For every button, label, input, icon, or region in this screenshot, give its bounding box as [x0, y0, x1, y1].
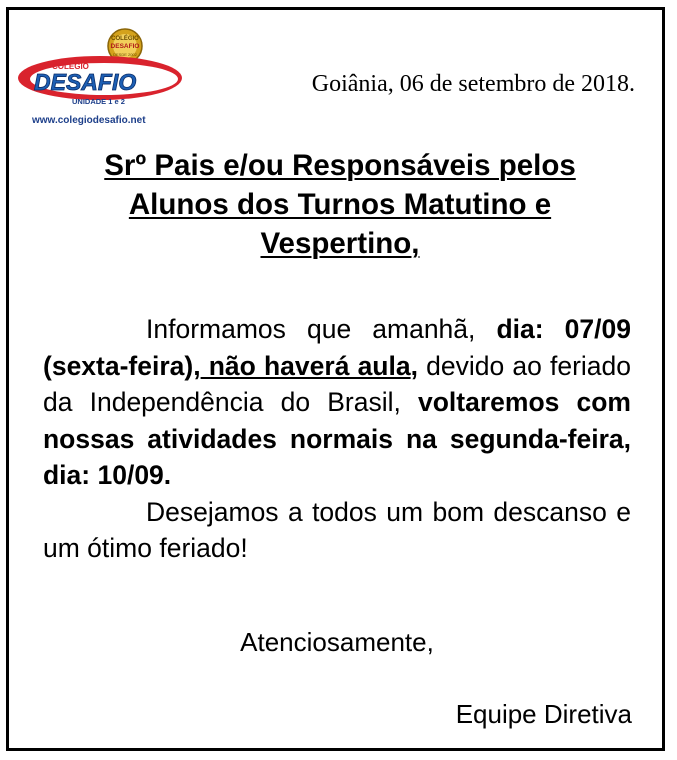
- logo-unit-text: UNIDADE 1 e 2: [72, 97, 125, 106]
- logo-colegio-text: COLÉGIO: [52, 62, 89, 71]
- seal-year: DESDE 2002: [113, 52, 137, 57]
- paragraph-1: Informamos que amanhã, dia: 07/09 (sexta-feira), não haverá aula, devido ao feriado da Independência do Brasil, voltaremos com nossas atividades normais na segunda-feira, dia: 10/09.: [43, 314, 631, 490]
- title-line-3: Vespertino,: [260, 227, 420, 260]
- seal-text: COLÉGIO: [111, 36, 139, 42]
- title-line-1: Srº Pais e/ou Responsáveis pelos: [104, 149, 576, 182]
- logo-brand-text: DESAFIO: [34, 69, 137, 95]
- paragraph-2: Desejamos a todos um bom descanso e um ótimo feriado!: [43, 496, 631, 563]
- title-line-2: Alunos dos Turnos Matutino e: [128, 188, 552, 221]
- notice-title: [30, 146, 650, 263]
- website-text: www.colegiodesafio.net: [32, 115, 146, 126]
- logo-graphic: [12, 16, 187, 126]
- school-logo: [12, 16, 187, 126]
- closing-text: Atenciosamente,: [240, 627, 434, 657]
- seal-brand: DESAFIO: [110, 43, 140, 50]
- notice-body: [43, 311, 631, 567]
- signature: Equipe Diretiva: [455, 699, 632, 729]
- date-line: Goiânia, 06 de setembro de 2018.: [311, 71, 635, 97]
